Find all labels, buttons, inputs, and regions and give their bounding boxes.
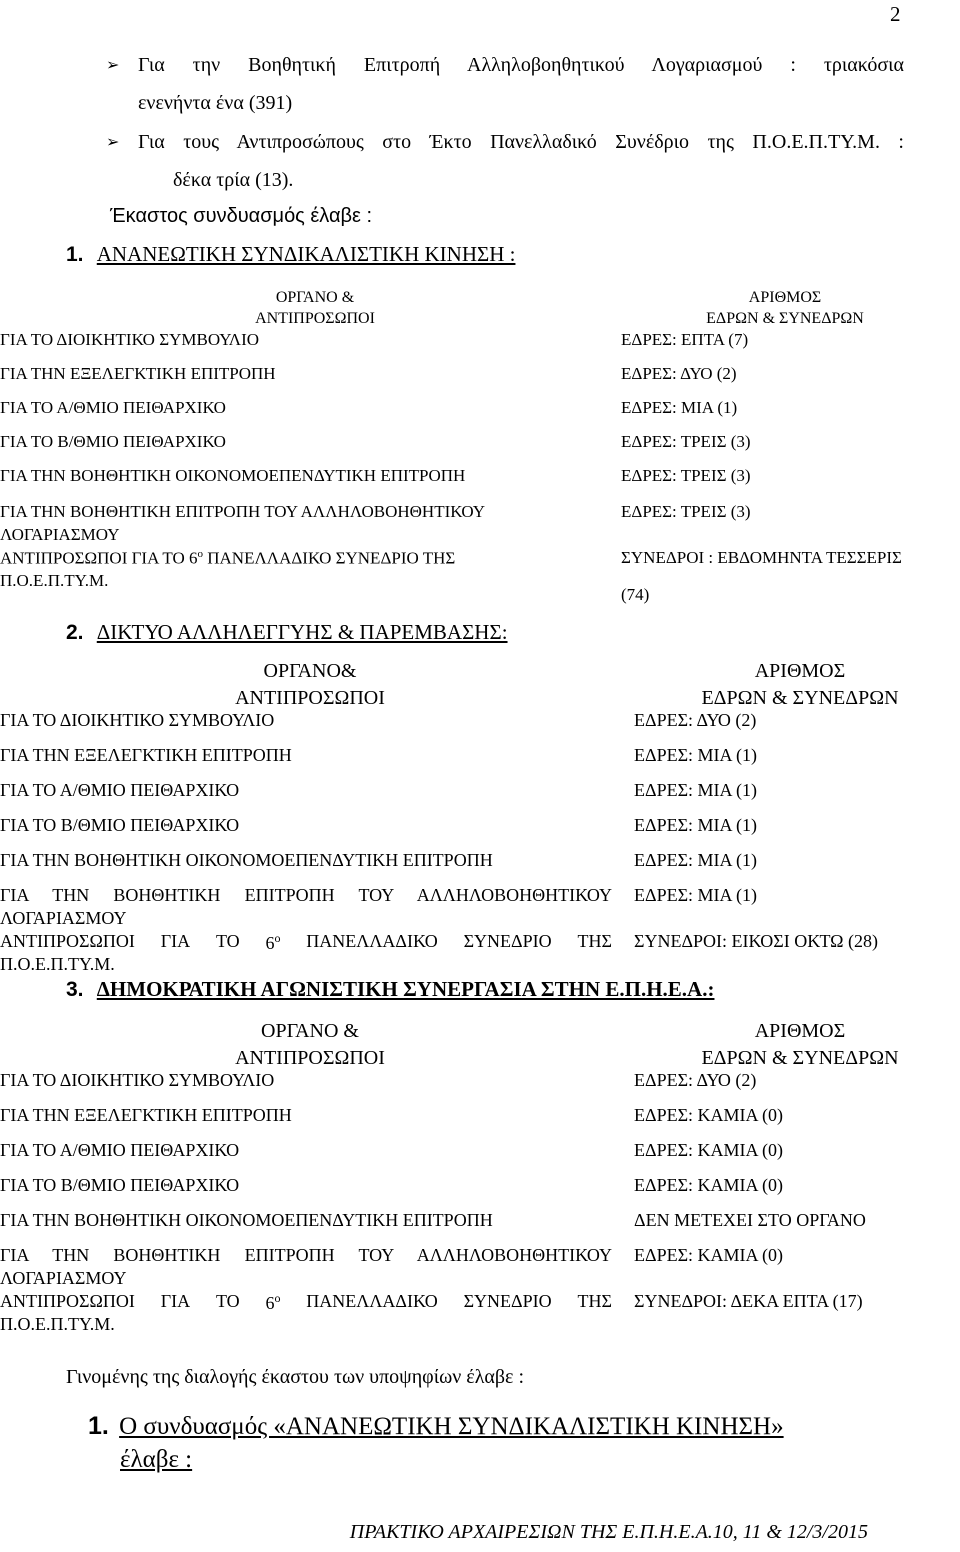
page-number: 2 [890, 2, 901, 26]
section-number: 3. [66, 978, 84, 1001]
table-cell-seats: ΔΕΝ ΜΕΤΕΧΕΙ ΣΤΟ ΟΡΓΑΝΟ [634, 1210, 866, 1230]
table-cell-seats: ΕΔΡΕΣ: ΔΥΟ (2) [621, 364, 737, 383]
section-heading: ΔΗΜΟΚΡΑΤΙΚΗ ΑΓΩΝΙΣΤΙΚΗ ΣΥΝΕΡΓΑΣΙΑ ΣΤΗΝ Ε.Π.Η.Ε.Α.: [96, 977, 715, 1001]
delegates-row-continuation: Π.Ο.Ε.Π.ΤΥ.Μ. [0, 954, 115, 974]
bullet-item [0, 123, 960, 199]
section-title [66, 242, 515, 267]
table-row: ΓΙΑ ΤΟ Β/ΘΜΙΟ ΠΕΙΘΑΡΧΙΚΟ [0, 432, 226, 451]
bullet-text-line1: Για τους Αντιπροσώπους στο Έκτο Πανελλαδικό Συνέδριο της Π.Ο.Ε.Π.ΤΥ.Μ. : [138, 131, 904, 153]
column-header-seats: ΑΡΙΘΜΟΣ ΕΔΡΩΝ & ΣΥΝΕΔΡΩΝ [701, 1020, 899, 1069]
table-row-continuation: ΛΟΓΑΡΙΑΣΜΟΥ [0, 1268, 127, 1288]
table-row: ΓΙΑ ΤΗΝ ΕΞΕΛΕΓΚΤΙΚΗ ΕΠΙΤΡΟΠΗ [0, 745, 292, 765]
bullet-item [0, 46, 960, 122]
table-cell-seats: ΕΔΡΕΣ: ΜΙΑ (1) [634, 850, 758, 870]
delegates-row: ΑΝΤΙΠΡΟΣΩΠΟΙ ΓΙΑ ΤΟ $6^o$ ΠΑΝΕΛΛΑΔΙΚΟ ΣΥΝΕΔΡΙΟ ΤΗΣ [0, 1291, 612, 1313]
table-row: ΓΙΑ ΤΟ Α/ΘΜΙΟ ΠΕΙΘΑΡΧΙΚΟ [0, 398, 226, 417]
table-row: ΓΙΑ ΤΗΝ ΒΟΗΘΗΤΙΚΗ ΕΠΙΤΡΟΠΗ ΤΟΥ ΑΛΛΗΛΟΒΟΗΘΗΤΙΚΟΥ [0, 885, 612, 905]
table-row: ΓΙΑ ΤΗΝ ΒΟΗΘΗΤΙΚΗ ΕΠΙΤΡΟΠΗ ΤΟΥ ΑΛΛΗΛΟΒΟΗΘΗΤΙΚΟΥ [0, 1245, 612, 1265]
table-cell-seats: ΕΔΡΕΣ: ΚΑΜΙΑ (0) [634, 1105, 784, 1125]
result-heading: Ο συνδυασμός «ΑΝΑΝΕΩΤΙΚΗ ΣΥΝΔΙΚΑΛΙΣΤΙΚΗ ΚΙΝΗΣΗ» [119, 1413, 784, 1440]
table-row: ΓΙΑ ΤΟ ΔΙΟΙΚΗΤΙΚΟ ΣΥΜΒΟΥΛΙΟ [0, 1070, 275, 1090]
delegates-row-continuation: Π.Ο.Ε.Π.ΤΥ.Μ. [0, 571, 109, 590]
table-cell-seats: ΕΔΡΕΣ: ΜΙΑ (1) [634, 815, 758, 835]
delegates-row: ΑΝΤΙΠΡΟΣΩΠΟΙ ΓΙΑ ΤΟ $6^o$ ΠΑΝΕΛΛΑΔΙΚΟ ΣΥΝΕΔΡΙΟ ΤΗΣ [0, 548, 456, 568]
column-header-seats: ΑΡΙΘΜΟΣ ΕΔΡΩΝ & ΣΥΝΕΔΡΩΝ [701, 660, 899, 709]
table-cell-seats: ΕΔΡΕΣ: ΤΡΕΙΣ (3) [621, 466, 751, 485]
table-row: ΓΙΑ ΤΗΝ ΕΞΕΛΕΓΚΤΙΚΗ ΕΠΙΤΡΟΠΗ [0, 364, 276, 383]
section-number: 2. [66, 621, 84, 644]
delegates-row: ΑΝΤΙΠΡΟΣΩΠΟΙ ΓΙΑ ΤΟ $6^o$ ΠΑΝΕΛΛΑΔΙΚΟ ΣΥΝΕΔΡΙΟ ΤΗΣ [0, 931, 612, 953]
result-title-continuation: έλαβε : [120, 1446, 193, 1473]
bullet-text-line2: δέκα τρία (13). [173, 169, 294, 191]
candidates-intro: Γινομένης της διαλογής έκαστου των υποψηφίων έλαβε : [66, 1366, 524, 1388]
page-footer: ΠΡΑΚΤΙΚΟ ΑΡΧΑΙΡΕΣΙΩΝ ΤΗΣ Ε.Π.Η.Ε.Α.10, 11 & 12/3/2015 [349, 1521, 868, 1543]
table-cell-seats: ΕΔΡΕΣ: ΜΙΑ (1) [634, 885, 758, 905]
section-number: 1. [66, 243, 84, 266]
table-cell-seats: ΕΔΡΕΣ: ΤΡΕΙΣ (3) [621, 502, 751, 521]
table-row: ΓΙΑ ΤΟ Α/ΘΜΙΟ ΠΕΙΘΑΡΧΙΚΟ [0, 780, 240, 800]
table-row: ΓΙΑ ΤΗΝ ΒΟΗΘΗΤΙΚΗ ΟΙΚΟΝΟΜΟΕΠΕΝΔΥΤΙΚΗ ΕΠΙΤΡΟΠΗ [0, 850, 493, 870]
bullet-text-line1: Για την Βοηθητική Επιτροπή Αλληλοβοηθητικού Λογαριασμού : τριακόσια [138, 54, 904, 76]
column-header-seats: ΑΡΙΘΜΟΣ ΕΔΡΩΝ & ΣΥΝΕΔΡΩΝ [706, 289, 864, 327]
table-row: ΓΙΑ ΤΟ Β/ΘΜΙΟ ΠΕΙΘΑΡΧΙΚΟ [0, 1175, 240, 1195]
bullet-text-line2: ενενήντα ένα (391) [138, 92, 293, 114]
table-cell-seats: ΕΔΡΕΣ: ΚΑΜΙΑ (0) [634, 1245, 784, 1265]
section-title [66, 977, 714, 1002]
table-row-continuation: ΛΟΓΑΡΙΑΣΜΟΥ [0, 908, 127, 928]
result-title [88, 1412, 784, 1441]
table-row: ΓΙΑ ΤΟ ΔΙΟΙΚΗΤΙΚΟ ΣΥΜΒΟΥΛΙΟ [0, 710, 275, 730]
table-cell-seats: ΕΔΡΕΣ: ΚΑΜΙΑ (0) [634, 1175, 784, 1195]
table-row: ΓΙΑ ΤΗΝ ΒΟΗΘΗΤΙΚΗ ΕΠΙΤΡΟΠΗ ΤΟΥ ΑΛΛΗΛΟΒΟΗΘΗΤΙΚΟΥ [0, 502, 486, 521]
delegates-seats: ΣΥΝΕΔΡΟΙ: ΕΙΚΟΣΙ ΟΚΤΩ (28) [634, 931, 879, 951]
table-cell-seats: ΕΔΡΕΣ: ΔΥΟ (2) [634, 1070, 757, 1090]
table-row: ΓΙΑ ΤΗΝ ΒΟΗΘΗΤΙΚΗ ΟΙΚΟΝΟΜΟΕΠΕΝΔΥΤΙΚΗ ΕΠΙΤΡΟΠΗ [0, 466, 466, 485]
table-row: ΓΙΑ ΤΟ Β/ΘΜΙΟ ΠΕΙΘΑΡΧΙΚΟ [0, 815, 240, 835]
arrow-bullet-icon: ➢ [106, 132, 120, 151]
column-header-organ: ΟΡΓΑΝΟ & ΑΝΤΙΠΡΟΣΩΠΟΙ [235, 1020, 385, 1069]
table-cell-seats: ΕΔΡΕΣ: ΔΥΟ (2) [634, 710, 757, 730]
table-cell-seats: ΕΔΡΕΣ: ΤΡΕΙΣ (3) [621, 432, 751, 451]
table-row: ΓΙΑ ΤΗΝ ΒΟΗΘΗΤΙΚΗ ΟΙΚΟΝΟΜΟΕΠΕΝΔΥΤΙΚΗ ΕΠΙΤΡΟΠΗ [0, 1210, 493, 1230]
arrow-bullet-icon: ➢ [106, 55, 120, 74]
section-heading: ΑΝΑΝΕΩΤΙΚΗ ΣΥΝΔΙΚΑΛΙΣΤΙΚΗ ΚΙΝΗΣΗ : [96, 242, 516, 266]
intro-text: Έκαστος συνδυασμός έλαβε : [110, 205, 373, 227]
column-header-organ: ΟΡΓΑΝΟ & ΑΝΤΙΠΡΟΣΩΠΟΙ [255, 289, 375, 327]
table-cell-seats: ΕΔΡΕΣ: ΜΙΑ (1) [634, 780, 758, 800]
table-row-continuation: ΛΟΓΑΡΙΑΣΜΟΥ [0, 525, 120, 544]
table-cell-seats: ΕΔΡΕΣ: ΜΙΑ (1) [621, 398, 738, 417]
delegates-seats: ΣΥΝΕΔΡΟΙ: ΔΕΚΑ ΕΠΤΑ (17) [634, 1291, 863, 1311]
table-cell-seats: ΕΔΡΕΣ: ΚΑΜΙΑ (0) [634, 1140, 784, 1160]
section-title [66, 620, 508, 645]
result-number: 1. [88, 1412, 109, 1440]
column-header-organ: ΟΡΓΑΝΟ& ΑΝΤΙΠΡΟΣΩΠΟΙ [235, 660, 385, 709]
table-row: ΓΙΑ ΤΟ ΔΙΟΙΚΗΤΙΚΟ ΣΥΜΒΟΥΛΙΟ [0, 330, 260, 349]
table-cell-seats: ΕΔΡΕΣ: ΜΙΑ (1) [634, 745, 758, 765]
delegates-row-continuation: Π.Ο.Ε.Π.ΤΥ.Μ. [0, 1314, 115, 1334]
table-row: ΓΙΑ ΤΟ Α/ΘΜΙΟ ΠΕΙΘΑΡΧΙΚΟ [0, 1140, 240, 1160]
delegates-seats: ΣΥΝΕΔΡΟΙ : ΕΒΔΟΜΗΝΤΑ ΤΕΣΣΕΡΙΣ [621, 548, 902, 567]
delegates-seats-continuation: (74) [621, 585, 650, 604]
section-heading: ΔΙΚΤΥΟ ΑΛΛΗΛΕΓΓΥΗΣ & ΠΑΡΕΜΒΑΣΗΣ: [96, 620, 508, 644]
table-cell-seats: ΕΔΡΕΣ: ΕΠΤΑ (7) [621, 330, 749, 349]
table-row: ΓΙΑ ΤΗΝ ΕΞΕΛΕΓΚΤΙΚΗ ΕΠΙΤΡΟΠΗ [0, 1105, 292, 1125]
